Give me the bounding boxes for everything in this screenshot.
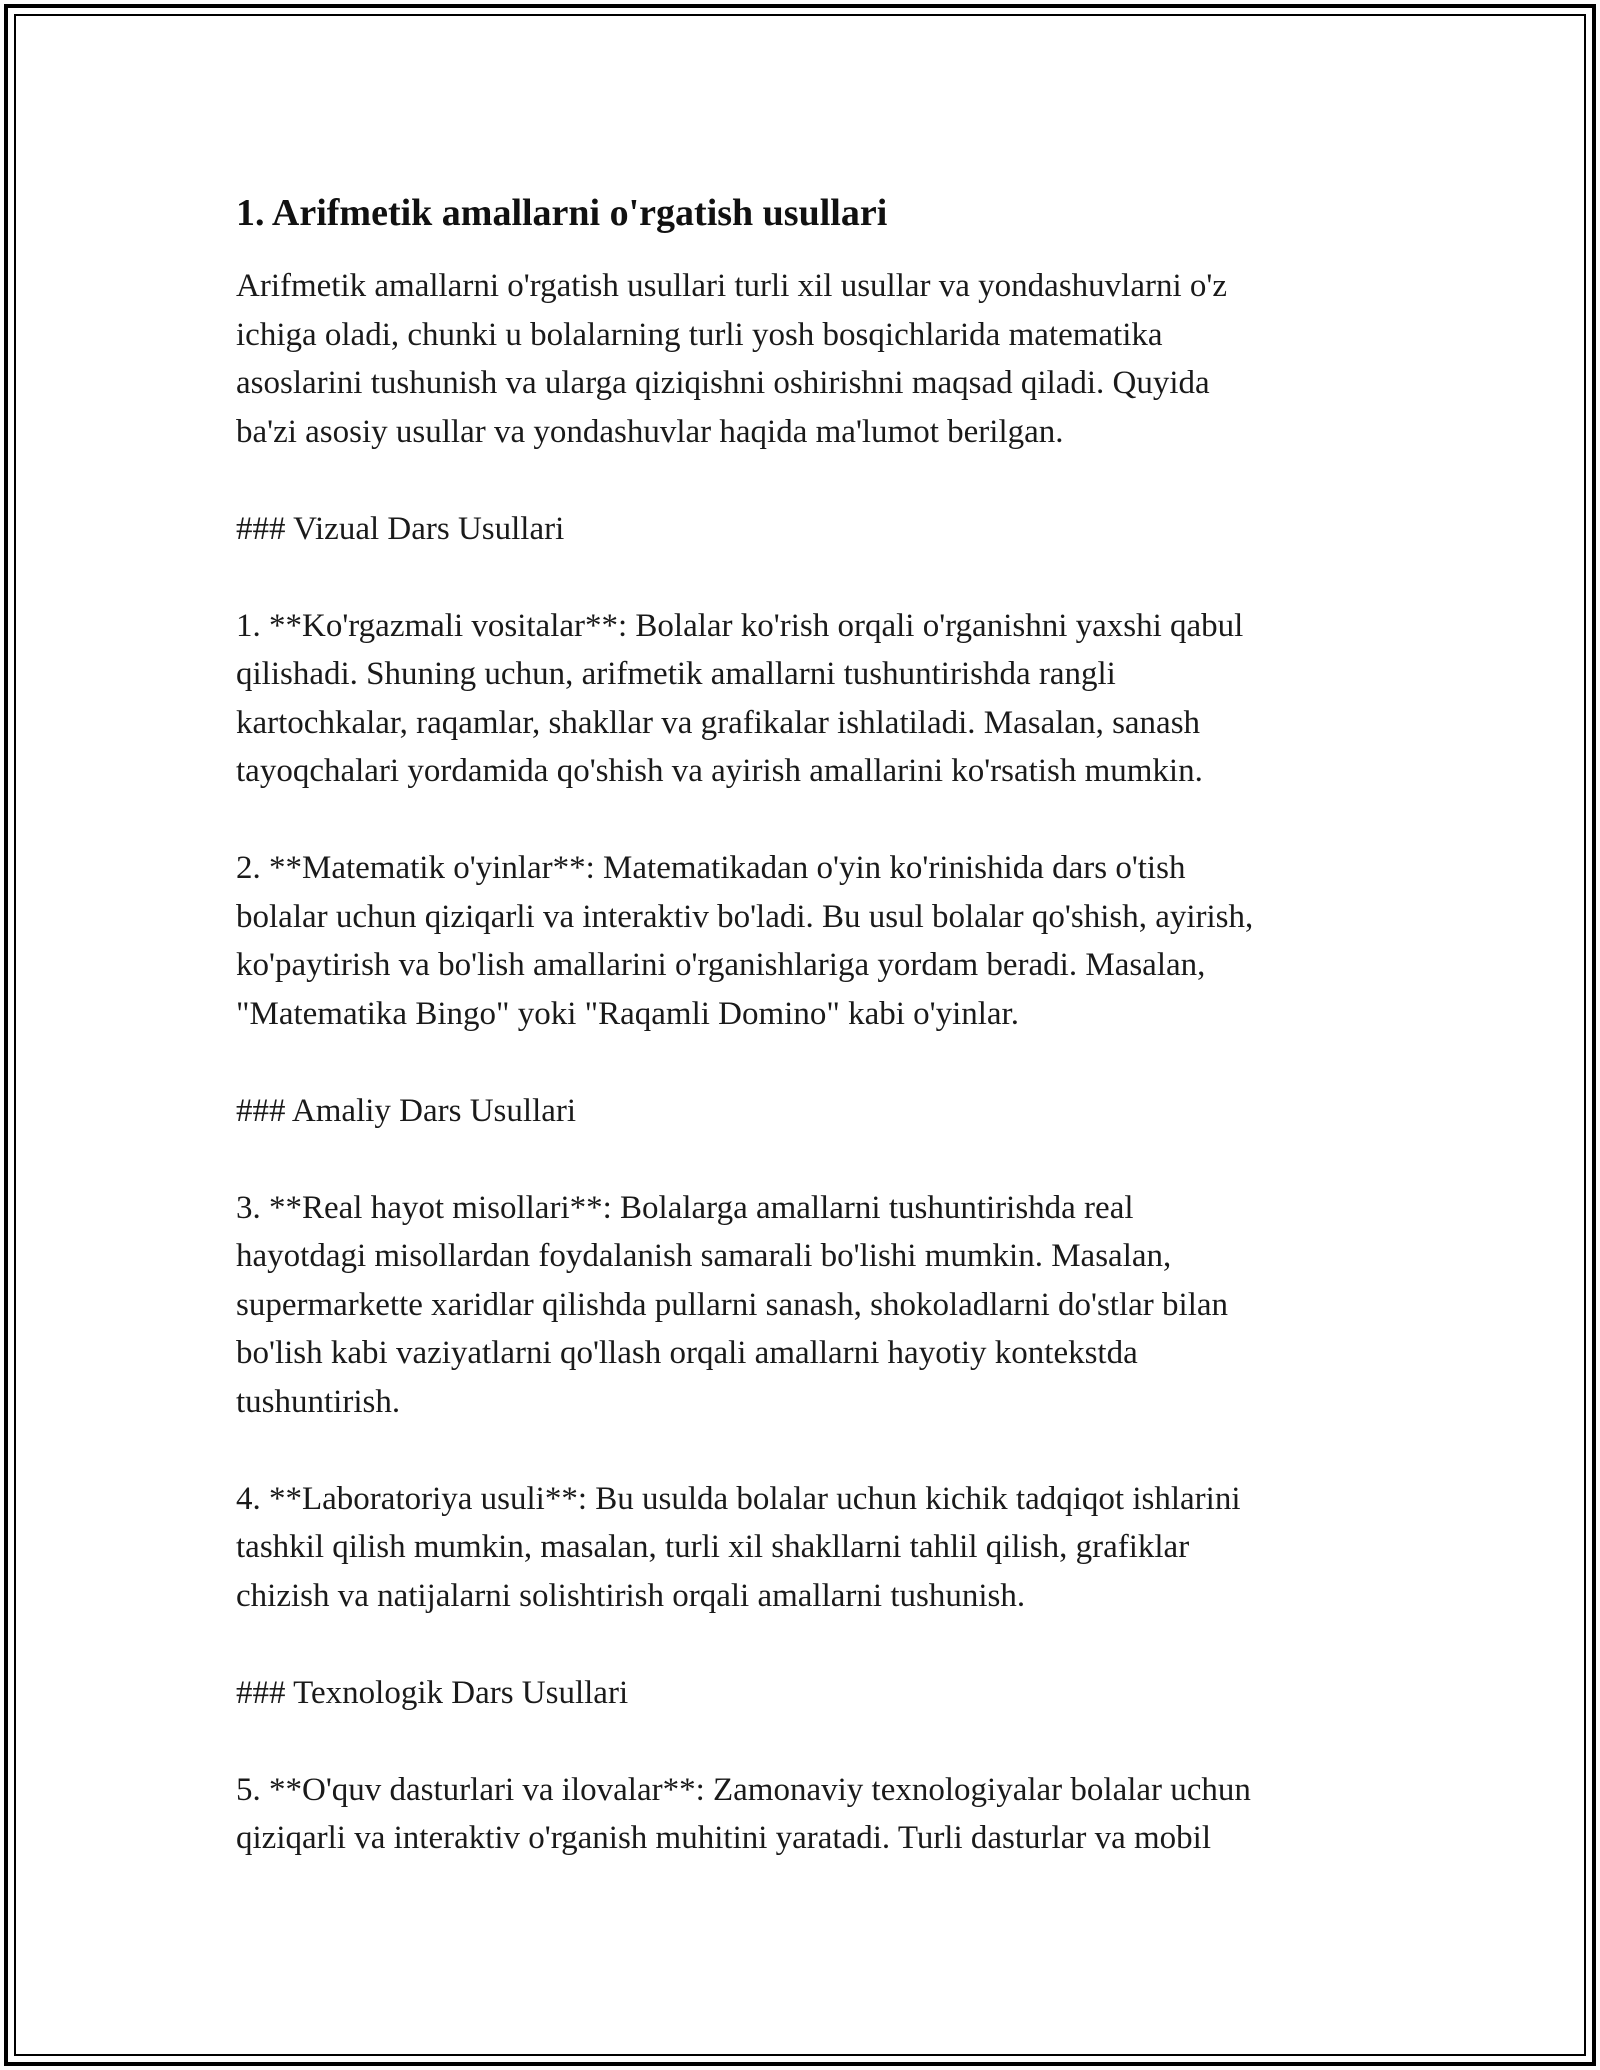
document-title: 1. Arifmetik amallarni o'rgatish usullari [236,192,888,234]
document-page [236,186,1376,1911]
list-item-4: 4. **Laboratoriya usuli**: Bu usulda bolalar uchun kichik tadqiqot ishlarini tashkil qilish mumkin, masalan, turli xil shakllarni tahlil qilish, grafiklar chizish va natijalarni solishtirish orqali amallarni tushunish. [236,1480,1241,1614]
section-heading-vizual: ### Vizual Dars Usullari [236,510,565,547]
list-item-5: 5. **O'quv dasturlari va ilovalar**: Zamonaviy texnologiyalar bolalar uchun qiziqarli va interaktiv o'rganish muhitini yaratadi. Turli dasturlar va mobil [236,1771,1251,1856]
list-item-1: 1. **Ko'rgazmali vositalar**: Bolalar ko'rish orqali o'rganishni yaxshi qabul qilishadi. Shuning uchun, arifmetik amallarni tushuntirishda rangli kartochkalar, raqamlar, shakllar va grafikalar ishlatiladi. Masalan, sanash tayoqchalari yordamida qo'shish va ayirish amallarini ko'rsatish mumkin. [236,607,1244,789]
list-item-2: 2. **Matematik o'yinlar**: Matematikadan o'yin ko'rinishida dars o'tish bolalar uchun qiziqarli va interaktiv bo'ladi. Bu usul bolalar qo'shish, ayirish, ko'paytirish va bo'lish amallarini o'rganishlariga yordam beradi. Masalan, "Matematika Bingo" yoki "Raqamli Domino" kabi o'yinlar. [236,850,1254,1032]
intro-paragraph: Arifmetik amallarni o'rgatish usullari turli xil usullar va yondashuvlarni o'z ichiga oladi, chunki u bolalarning turli yosh bosqichlarida matematika asoslarini tushunish va ularga qiziqishni oshirishni maqsad qiladi. Quyida ba'zi asosiy usullar va yondashuvlar haqida ma'lumot berilgan. [236,268,1227,450]
section-heading-texnologik: ### Texnologik Dars Usullari [236,1674,629,1711]
list-item-3: 3. **Real hayot misollari**: Bolalarga amallarni tushuntirishda real hayotdagi misollardan foydalanish samarali bo'lishi mumkin. Masalan, supermarkette xaridlar qilishda pullarni sanash, shokoladlarni do'stlar bilan bo'lish kabi vaziyatlarni qo'llash orqali amallarni hayotiy kontekstda tushuntirish. [236,1189,1229,1420]
section-heading-amaliy: ### Amaliy Dars Usullari [236,1092,577,1129]
